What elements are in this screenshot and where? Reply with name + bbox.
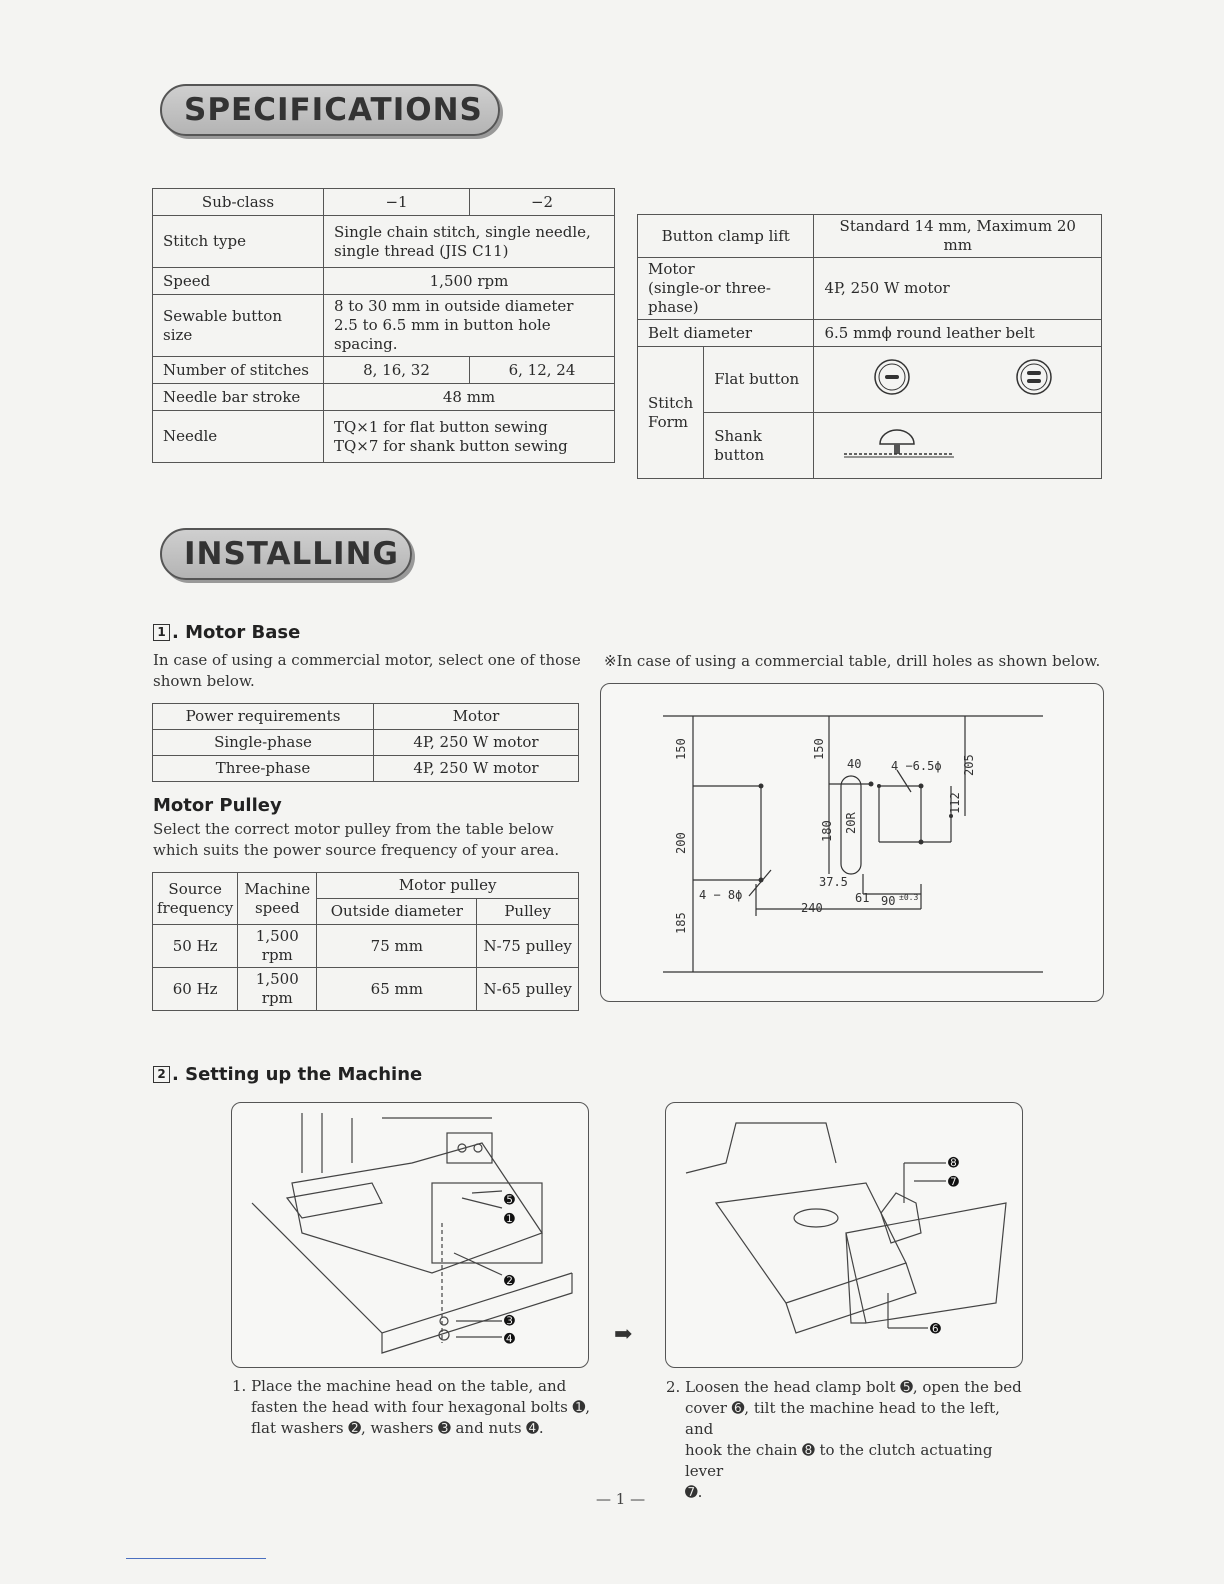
freq-cell: 50 Hz	[153, 925, 238, 968]
needle-line-1: TQ×1 for flat button sewing	[334, 417, 548, 436]
step-2-line-2: cover ➏, tilt the machine head to the left, and	[685, 1399, 1000, 1438]
speed-cell: 1,500 rpm	[238, 925, 317, 968]
stitch-type-label: Stitch type	[153, 216, 324, 268]
source-header-line-1: Source	[168, 879, 222, 898]
flat-button-icon	[824, 352, 1084, 402]
motor-label-line-1: Motor	[648, 260, 695, 278]
specifications-heading-text: SPECIFICATIONS	[184, 92, 483, 128]
installing-heading-text: INSTALLING	[184, 536, 399, 572]
pulley-header: Motor pulley	[317, 873, 579, 899]
table-row	[153, 704, 579, 730]
callout-7: ➐	[948, 1175, 959, 1190]
power-cell: Single-phase	[153, 730, 374, 756]
dim-4-8: 4 − 8ϕ	[699, 888, 743, 902]
page-number: — 1 —	[596, 1490, 646, 1508]
table-row	[153, 968, 579, 1011]
stitch-form-line-1: Stitch	[648, 393, 694, 412]
callout-1: ➊	[504, 1212, 515, 1227]
button-size-value	[324, 295, 615, 357]
motor-cell: 4P, 250 W motor	[374, 730, 579, 756]
motor-value: 4P, 250 W motor	[814, 258, 1102, 320]
dim-205: 205	[962, 754, 976, 776]
shank-button-icon	[824, 418, 1084, 468]
callout-2: ➋	[504, 1274, 515, 1289]
dim-37.5: 37.5	[819, 875, 848, 889]
table-row	[638, 413, 1102, 479]
dim-40: 40	[847, 757, 862, 771]
belt-value: 6.5 mmϕ round leather belt	[814, 320, 1102, 347]
table-row	[153, 384, 615, 411]
belt-label: Belt diameter	[638, 320, 814, 347]
specifications-heading	[160, 84, 500, 136]
step-2-line-4: ➐.	[685, 1483, 703, 1501]
pulley-cell: N-75 pulley	[477, 925, 579, 968]
power-header: Power requirements	[153, 704, 374, 730]
subclass-label: Sub-class	[153, 189, 324, 216]
table-row	[153, 295, 615, 357]
motor-base-text	[153, 650, 583, 692]
diameter-cell: 75 mm	[317, 925, 477, 968]
drill-hole-diagram	[601, 684, 1103, 1001]
section-number: 1	[153, 624, 170, 641]
spec-table-2	[637, 214, 1102, 479]
dim-240: 240	[801, 901, 823, 915]
table-row	[153, 357, 615, 384]
dim-180: 180	[820, 820, 834, 842]
illustration-step-1	[231, 1102, 589, 1368]
subclass-1: −1	[324, 189, 470, 216]
table-row	[153, 268, 615, 295]
speed-header	[238, 873, 317, 925]
motor-label-line-2: (single-or three-phase)	[648, 279, 772, 316]
step-1-line-3: flat washers ➋, washers ➌ and nuts ➍.	[251, 1419, 544, 1437]
dim-150-left: 150	[674, 738, 688, 760]
callout-6: ➏	[930, 1322, 941, 1337]
callout-3: ➌	[504, 1314, 515, 1329]
freq-cell: 60 Hz	[153, 968, 238, 1011]
motor-label	[638, 258, 814, 320]
dim-4-6.5: 4 −6.5ϕ	[891, 759, 942, 773]
motor-base-line-1: In case of using a commercial motor, select one of those	[153, 651, 581, 669]
table-row	[153, 411, 615, 463]
table-row	[153, 189, 615, 216]
clamp-label: Button clamp lift	[638, 215, 814, 258]
callout-8: ➑	[948, 1156, 959, 1171]
motor-base-heading	[153, 622, 300, 643]
table-row	[638, 347, 1102, 413]
stroke-value: 48 mm	[324, 384, 615, 411]
needle-line-2: TQ×7 for shank button sewing	[334, 436, 568, 455]
callout-5: ➎	[504, 1193, 515, 1208]
button-size-line-1: 8 to 30 mm in outside diameter	[334, 297, 574, 315]
table-note: ※In case of using a commercial table, drill holes as shown below.	[604, 652, 1101, 670]
stitch-form-label	[638, 347, 704, 479]
dim-90: 90	[881, 894, 896, 908]
button-size-label: Sewable button size	[153, 295, 324, 357]
step-2-text	[666, 1377, 1026, 1503]
pulley-col-header: Pulley	[477, 899, 579, 925]
diameter-cell: 65 mm	[317, 968, 477, 1011]
spec-table	[152, 188, 615, 463]
stitches-1: 8, 16, 32	[324, 357, 470, 384]
source-header	[153, 873, 238, 925]
speed-header-line-2: speed	[254, 898, 300, 917]
button-size-line-2: 2.5 to 6.5 mm in button hole spacing.	[334, 316, 551, 353]
step-1-line-2: fasten the head with four hexagonal bolts ➊,	[251, 1398, 590, 1416]
motor-pulley-text	[153, 819, 583, 861]
stitch-type-value	[324, 216, 615, 268]
table-row	[153, 756, 579, 782]
dim-61: 61	[855, 891, 870, 905]
motor-pulley-line-2: which suits the power source frequency of your area.	[153, 841, 560, 859]
stitches-label: Number of stitches	[153, 357, 324, 384]
speed-cell: 1,500 rpm	[238, 968, 317, 1011]
table-row	[153, 925, 579, 968]
drill-drawing-box	[600, 683, 1104, 1002]
shank-button-label: Shank button	[704, 413, 814, 479]
dim-200: 200	[674, 832, 688, 854]
illustration-step-2	[665, 1102, 1023, 1368]
step-1-line-1: 1. Place the machine head on the table, and	[232, 1377, 567, 1395]
needle-label: Needle	[153, 411, 324, 463]
stitches-2: 6, 12, 24	[470, 357, 615, 384]
outside-header: Outside diameter	[317, 899, 477, 925]
step-2-line-1: 2. Loosen the head clamp bolt ➎, open the bed	[666, 1378, 1022, 1396]
stitch-form-line-2: Form	[648, 412, 689, 431]
pulley-cell: N-65 pulley	[477, 968, 579, 1011]
speed-label: Speed	[153, 268, 324, 295]
shank-button-icons	[814, 413, 1102, 479]
motor-table	[152, 703, 579, 782]
stitch-type-line-1: Single chain stitch, single needle,	[334, 222, 591, 241]
stroke-label: Needle bar stroke	[153, 384, 324, 411]
motor-pulley-line-1: Select the correct motor pulley from the table below	[153, 820, 554, 838]
arrow-right-icon: ➡	[614, 1322, 633, 1347]
stitch-type-line-2: single thread (JIS C11)	[334, 241, 509, 260]
motor-base-title: . Motor Base	[172, 622, 301, 643]
table-row	[153, 216, 615, 268]
step-2-line-3: hook the chain ➑ to the clutch actuating lever	[685, 1441, 993, 1480]
callout-4: ➍	[504, 1332, 515, 1347]
table-row	[638, 320, 1102, 347]
table-row	[153, 730, 579, 756]
table-row	[638, 258, 1102, 320]
motor-base-line-2: shown below.	[153, 672, 255, 690]
motor-cell: 4P, 250 W motor	[374, 756, 579, 782]
dim-90-tol: ±0.3	[899, 893, 919, 902]
motor-header: Motor	[374, 704, 579, 730]
pulley-table	[152, 872, 579, 1011]
setup-heading	[153, 1064, 422, 1085]
installing-heading	[160, 528, 412, 580]
table-row	[638, 215, 1102, 258]
clamp-value: Standard 14 mm, Maximum 20 mm	[814, 215, 1102, 258]
flat-button-icons	[814, 347, 1102, 413]
setup-title: . Setting up the Machine	[172, 1064, 423, 1085]
dim-112: 112	[948, 792, 962, 814]
needle-value	[324, 411, 615, 463]
motor-pulley-heading: Motor Pulley	[153, 795, 282, 816]
dim-20r: 20R	[844, 812, 858, 834]
power-cell: Three-phase	[153, 756, 374, 782]
machine-head-illustration	[232, 1103, 588, 1367]
subclass-2: −2	[470, 189, 615, 216]
footer-rule	[126, 1558, 266, 1559]
source-header-line-2: frequency	[157, 898, 234, 917]
dim-185: 185	[674, 912, 688, 934]
speed-value: 1,500 rpm	[324, 268, 615, 295]
dim-150-mid: 150	[812, 738, 826, 760]
bed-cover-illustration	[666, 1103, 1022, 1367]
flat-button-label: Flat button	[704, 347, 814, 413]
step-1-text	[232, 1376, 592, 1439]
table-row	[153, 873, 579, 899]
section-number: 2	[153, 1066, 170, 1083]
speed-header-line-1: Machine	[244, 879, 311, 898]
